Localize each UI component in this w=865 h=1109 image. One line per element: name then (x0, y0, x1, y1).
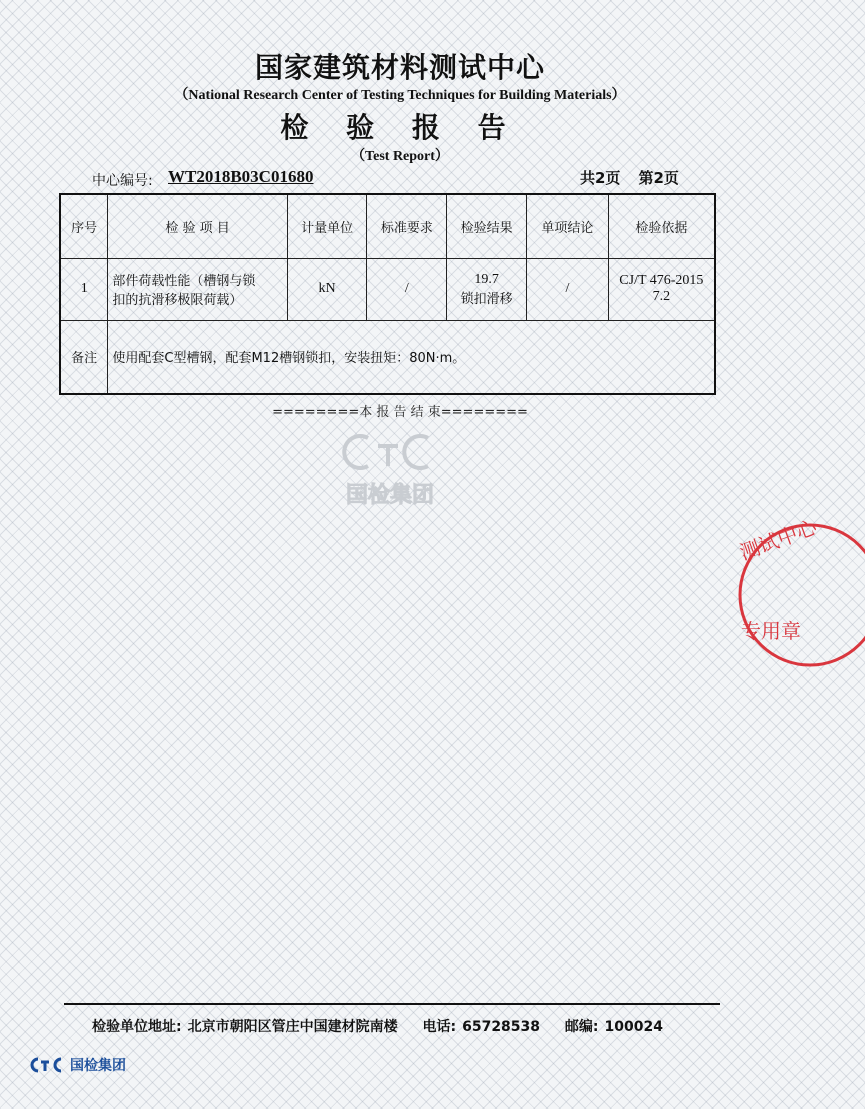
watermark (320, 432, 460, 509)
report-title: 检 验 报 告 (280, 111, 520, 144)
row-item-line2: 扣的抗滑移极限荷载） (112, 293, 243, 308)
center-number-value: WT2018B03C01680 (168, 167, 314, 186)
postcode-label: 邮编: (564, 1019, 599, 1035)
seal-text-top: 测试中心 (736, 514, 820, 565)
report-title-english: （Test Report） (351, 149, 449, 164)
row-unit: kN (287, 258, 367, 320)
row-requirement: / (367, 258, 447, 320)
footer-address (92, 1016, 669, 1036)
note-row (60, 320, 715, 394)
institution-title-english: （National Research Center of Testing Techniques for Building Materials） (174, 88, 626, 103)
ctc-logo-text: 国检集团 (70, 1058, 126, 1074)
header-index: 序号 (60, 194, 108, 258)
row-item-line1: 部件荷载性能（槽钢与锁 (112, 274, 256, 289)
address-label: 检验单位地址: (92, 1019, 182, 1035)
row-basis-line1: CJ/T 476-2015 (619, 273, 704, 288)
header-requirement: 标准要求 (367, 194, 447, 258)
ctc-watermark-icon (340, 432, 440, 472)
row-index: 1 (60, 258, 108, 320)
row-item (108, 258, 287, 320)
phone-value: 65728538 (462, 1019, 541, 1035)
row-basis (608, 258, 715, 320)
header-item: 检 验 项 目 (108, 194, 287, 258)
address-value: 北京市朝阳区管庄中国建材院南楼 (187, 1019, 398, 1035)
postcode-value: 100024 (604, 1019, 663, 1035)
header-result: 检验结果 (447, 194, 527, 258)
ctc-logo (28, 1055, 126, 1075)
header-conclusion: 单项结论 (527, 194, 609, 258)
note-text: 使用配套C型槽钢，配套M12槽钢锁扣，安装扭矩：80N·m。 (108, 320, 715, 394)
header-basis: 检验依据 (608, 194, 715, 258)
row-basis-line2: 7.2 (652, 289, 671, 304)
page-current: 第2页 (638, 169, 679, 187)
row-result-value: 19.7 (474, 271, 499, 287)
pages-total: 共2页 (580, 169, 621, 187)
row-result-note: 锁扣滑移 (460, 291, 513, 307)
watermark-text: 国检集团 (345, 483, 434, 508)
phone-label: 电话: (422, 1019, 457, 1035)
header-unit: 计量单位 (287, 194, 367, 258)
note-label: 备注 (60, 320, 108, 394)
report-end-mark: ========本 报 告 结 束======== (272, 405, 528, 420)
row-conclusion: / (527, 258, 609, 320)
test-results-table (59, 193, 716, 395)
footer-divider (64, 1003, 720, 1005)
table-row (60, 258, 715, 320)
seal-text-bottom: 专用章 (741, 619, 801, 643)
center-number-label: 中心编号: (92, 173, 153, 189)
page-count (580, 167, 697, 188)
row-result (447, 258, 527, 320)
official-seal (735, 514, 865, 670)
ctc-logo-icon (28, 1057, 64, 1073)
table-header-row (60, 194, 715, 258)
institution-title: 国家建筑材料测试中心 (254, 51, 545, 84)
